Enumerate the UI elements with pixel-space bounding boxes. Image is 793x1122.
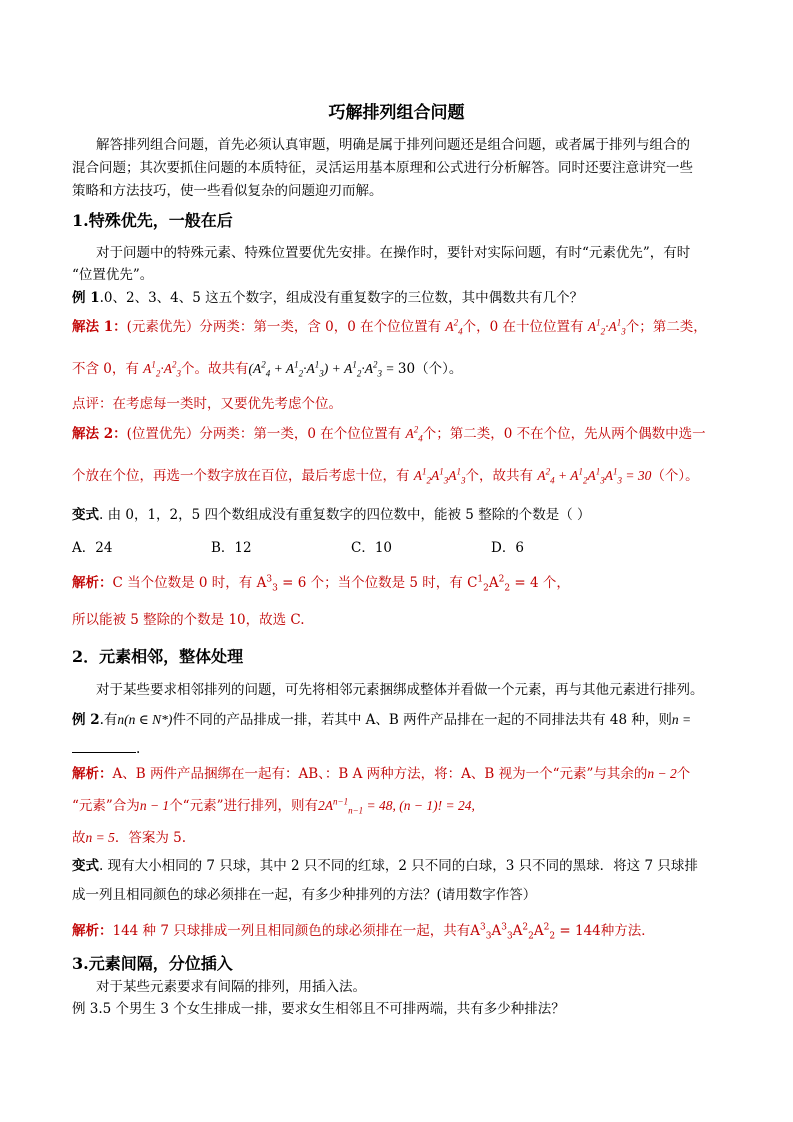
formula: $A^1_2A^1_3A^1_3$: [413, 466, 466, 486]
ex2-b: 件不同的产品排成一排，若其中 A、B 两件产品排在一起的不同排法共有 48 种，则: [172, 712, 672, 728]
formula: $A^3_3 = 6$ 个: [256, 574, 325, 594]
method-1-label: 解法 1：: [72, 319, 127, 335]
formula: $A^1_2\cdot A^2_3$: [143, 359, 182, 379]
m1-d: 不含 0，有: [72, 361, 144, 377]
formula: $C^1_2A^2_2 = 4$ 个: [467, 574, 557, 594]
option-a: A．24: [72, 540, 113, 556]
method-2-line-2: [72, 467, 699, 485]
section-2-heading: 2．元素相邻，整体处理: [72, 647, 244, 666]
formula: n − 2: [647, 766, 677, 781]
section-1-heading: 1.特殊优先，一般在后: [72, 211, 233, 230]
s2-paragraph-1: 对于某些要求相邻排列的问题，可先将相邻元素捆绑成整体并看做一个元素，再与其他元素进行排列。: [96, 682, 704, 698]
intro-line-1: 解答排列组合问题，首先必须认真审题，明确是属于排列问题还是组合问题，或者属于排列与组合的: [96, 137, 690, 153]
m2-b: 个；第二类，0 不在个位，先从两个偶数中选一: [422, 426, 706, 442]
formula: n − 1: [139, 798, 170, 813]
formula: n =: [671, 712, 692, 727]
answer-3-label: 解析：: [72, 923, 113, 939]
ans2-f: ．答案为 5.: [114, 830, 187, 846]
m1-f: （个）。: [415, 361, 463, 377]
variant-1: [72, 506, 590, 524]
m2-c: 个放在个位，再选一个数字放在百位，最后考虑十位，有: [72, 468, 414, 484]
example-2: [72, 711, 691, 729]
method-1-line-2: [72, 360, 462, 378]
m2-e: （个）。: [651, 468, 699, 484]
formula: $(A^2_4 + A^1_2\cdot A^1_3) + A^1_2\cdot A^2_3$ =: [248, 359, 398, 379]
example-1-label: 例 1: [72, 290, 100, 306]
variant-2-a: . 现有大小相同的 7 只球，其中 2 只不同的红球，2 只不同的白球，3 只不同的黑球．将这 7 只球排: [99, 858, 698, 874]
s1-paragraph-1: 对于问题中的特殊元素、特殊位置要优先安排。在操作时，要针对实际问题，有时“元素优先”，有时: [96, 245, 691, 261]
formula: $A^2_4$: [405, 424, 423, 444]
ans3-b: 种方法．: [600, 923, 655, 939]
m1-e: 个。故共有: [181, 361, 249, 377]
answer-2-line-1: [72, 765, 690, 783]
ans-a: C 当个位数是 0 时，有: [112, 575, 257, 591]
m2-d: 个，故共有: [465, 468, 538, 484]
m2-a: (位置优先）分两类：第一类，0 在个位位置有: [126, 426, 406, 442]
variant-1-label: 变式: [72, 507, 99, 523]
m1-c: 个；第二类，: [625, 319, 707, 335]
example-1-text: .0、2、3、4、5 这五个数字，组成没有重复数字的三位数，其中偶数共有几个？: [99, 290, 584, 306]
option-d: D．6: [491, 540, 524, 556]
page-title: 巧解排列组合问题: [328, 103, 465, 123]
example-2-label: 例 2: [72, 712, 100, 728]
answer-1-line-1: [72, 574, 570, 592]
ans-c: ，: [556, 575, 570, 591]
method-2-label: 解法 2：: [72, 426, 127, 442]
intro-line-3: 策略和方法技巧，使一些看似复杂的问题迎刃而解。: [72, 183, 383, 199]
ans2-e: 故: [72, 830, 86, 846]
s3-paragraph-1: 对于某些元素要求有间隔的排列，用插入法。: [96, 979, 366, 995]
formula: $2A^{n-1}_{n-1} = 48$, (n − 1)! = 24,: [318, 796, 475, 816]
example-1: [72, 289, 583, 307]
formula: $A^2_4 + A^1_2A^1_3A^1_3 = 30$: [537, 466, 652, 486]
variant-2-line-1: [72, 857, 698, 875]
ans2-c: “元素”合为: [72, 798, 140, 814]
method-2-line-1: [72, 425, 706, 443]
answer-2-line-3: [72, 829, 186, 847]
answer-3: [72, 922, 655, 940]
section-3-heading: 3.元素间隔，分位插入: [72, 954, 233, 973]
formula: n(n ∈ N*): [117, 712, 173, 727]
ans2-b: 个: [676, 766, 691, 782]
comment: 点评：在考虑每一类时，又要优先考虑个位。: [72, 396, 342, 412]
ans3-a: 144 种 7 只球排成一列且相同颜色的球必须排在一起，共有: [112, 923, 471, 939]
formula: $A^2_4$: [445, 317, 463, 337]
ans2-a: A、B 两件产品捆绑在一起有：AB、：B A 两种方法，将：A、B 视为一个“元素”与其余的: [112, 766, 648, 782]
m1-b: 个，0 在十位位置有: [462, 319, 588, 335]
variant-2-label: 变式: [72, 858, 99, 874]
ex2-a: .有: [99, 712, 118, 728]
s1-paragraph-2: “位置优先”。: [72, 267, 154, 283]
method-1-line-1: [72, 318, 707, 336]
answer-2-label: 解析：: [72, 766, 113, 782]
ans2-d: 个“元素”进行排列，则有: [169, 798, 318, 814]
ans-b: ；当个位数是 5 时，有: [324, 575, 468, 591]
formula: $A^3_3A^3_3A^2_2A^2_2 = 144$: [470, 922, 601, 942]
answer-2-line-2: [72, 797, 475, 815]
variant-2-line-2: 成一列且相同颜色的球必须排在一起，有多少种排列的方法？(请用数字作答）: [72, 887, 537, 903]
variant-1-text: . 由 0，1，2，5 四个数组成没有重复数字的四位数中，能被 5 整除的个数是（ ）: [99, 507, 591, 523]
answer-1-label: 解析：: [72, 575, 113, 591]
option-c: C．10: [351, 540, 393, 556]
formula: n = 5: [85, 830, 115, 845]
answer-1-line-2: 所以能被 5 整除的个数是 10，故选 C.: [72, 612, 305, 628]
answer-blank-line: .: [72, 740, 140, 758]
formula: $A^1_2\cdot A^1_3$: [587, 317, 626, 337]
intro-line-2: 混合问题；其次要抓住问题的本质特征，灵活运用基本原理和公式进行分析解答。同时还要注意讲究一些: [72, 160, 693, 176]
option-b: B．12: [211, 540, 252, 556]
result-30: 30: [397, 361, 416, 377]
answer-blank[interactable]: [72, 740, 136, 753]
m1-a: (元素优先）分两类：第一类，含 0，0 在个位位置有: [126, 319, 446, 335]
example-3: 例 3.5 个男生 3 个女生排成一排，要求女生相邻且不可排两端，共有多少种排法？: [72, 1001, 565, 1017]
